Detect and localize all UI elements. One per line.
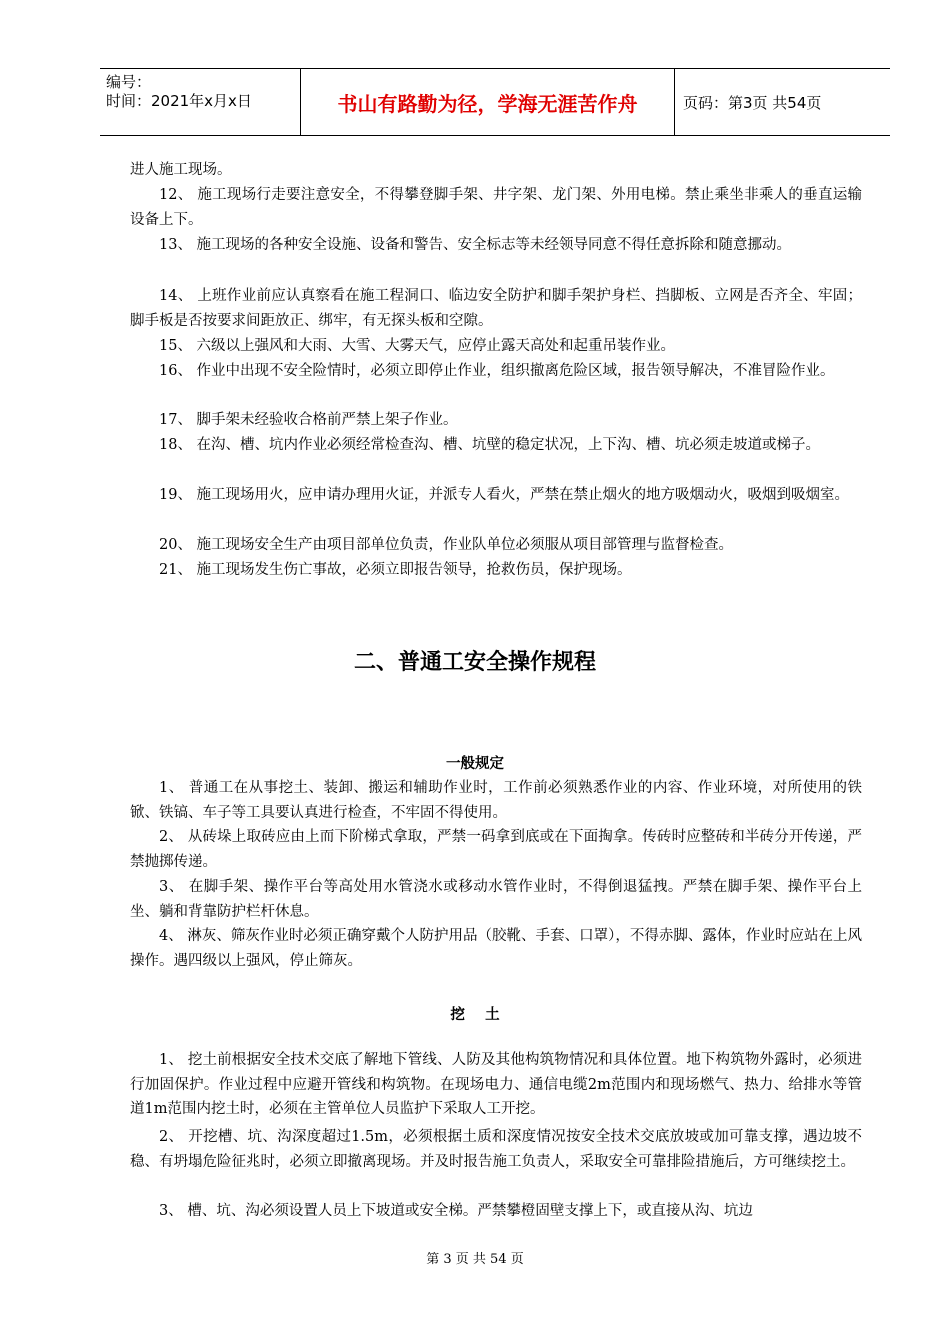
rule-item: 12、 施工现场行走要注意安全，不得攀登脚手架、井字架、龙门架、外用电梯。禁止乘坐非乘人的垂直运输设备上下。 [130,187,862,228]
time-label: 时间：2021年x月x日 [106,92,252,110]
number-label: 编号： [106,73,152,91]
section-title: 二、普通工安全操作规程 [353,650,596,675]
rule-item: 20、 施工现场安全生产由项目部单位负责，作业队单位必须服从项目部管理与监督检查。 [159,537,734,553]
rule-item: 13、 施工现场的各种安全设施、设备和警告、安全标志等未经领导同意不得任意拆除和随意挪动。 [159,237,792,253]
general-rules-title: 一般规定 [446,756,504,772]
rule-item: 21、 施工现场发生伤亡事故，必须立即报告领导，抢救伤员，保护现场。 [159,562,632,578]
digging-rule-item: 1、 挖土前根据安全技术交底了解地下管线、人防及其他构筑物情况和具体位置。地下构筑物外露时，必须进行加固保护。作业过程中应避开管线和构筑物。在现场电力、通信电缆2m范围内和现场燃气、热力、给排水等管道1m范围内挖土时，必须在主管单位人员监护下采取人工开挖。 [130,1052,862,1117]
header-motto-cell [301,69,675,135]
rule-item: 19、 施工现场用火，应申请办理用火证，并派专人看火，严禁在禁止烟火的地方吸烟动火，吸烟到吸烟室。 [159,487,850,503]
digging-rule-item: 2、 开挖槽、坑、沟深度超过1.5m，必须根据土质和深度情况按安全技术交底放坡或加可靠支撑，遇边坡不稳、有坍塌危险征兆时，必须立即撤离现场。并及时报告施工负责人，采取安全可靠排险措施后，方可继续挖土。 [130,1129,862,1170]
general-rule-item: 2、 从砖垛上取砖应由上而下阶梯式拿取，严禁一码拿到底或在下面掏拿。传砖时应整砖和半砖分开传递，严禁抛掷传递。 [130,829,862,870]
intro-line: 进人施工现场。 [130,162,232,178]
page-code: 页码：第3页 共54页 [683,93,822,112]
general-rule-item: 4、 淋灰、筛灰作业时必须正确穿戴个人防护用品（胶靴、手套、口罩），不得赤脚、露体，作业时应站在上风操作。遇四级以上强风，停止筛灰。 [130,928,862,969]
rule-item: 14、 上班作业前应认真察看在施工程洞口、临边安全防护和脚手架护身栏、挡脚板、立网是否齐全、牢固；脚手板是否按要求间距放正、绑牢，有无探头板和空隙。 [130,288,862,329]
header-page-cell [675,69,890,135]
rule-item: 18、 在沟、槽、坑内作业必须经常检查沟、槽、坑壁的稳定状况，上下沟、槽、坑必须走坡道或梯子。 [159,437,821,453]
rule-item: 16、 作业中出现不安全险情时，必须立即停止作业，组织撤离危险区域，报告领导解决，不准冒险作业。 [159,363,835,379]
rule-item: 17、 脚手架未经验收合格前严禁上架子作业。 [159,412,458,428]
digging-rule-item: 3、 槽、坑、沟必须设置人员上下坡道或安全梯。严禁攀橙固壁支撑上下，或直接从沟、坑边 [159,1203,753,1219]
page-footer: 第 3 页 共 54 页 [426,1252,524,1267]
general-rule-item: 3、 在脚手架、操作平台等高处用水管浇水或移动水管作业时，不得倒退猛拽。严禁在脚手架、操作平台上坐、躺和背靠防护栏杆休息。 [130,879,862,920]
header-meta-cell [100,69,301,135]
rule-item: 15、 六级以上强风和大雨、大雪、大雾天气，应停止露天高处和起重吊装作业。 [159,338,676,354]
general-rule-item: 1、 普通工在从事挖土、装卸、搬运和辅助作业时，工作前必须熟悉作业的内容、作业环境，对所使用的铁锨、铁镐、车子等工具要认真进行检查，不牢固不得使用。 [130,780,862,821]
header-table [100,68,890,136]
digging-title: 挖 土 [450,1007,500,1023]
motto-text: 书山有路勤为径，学海无涯苦作舟 [337,91,638,116]
